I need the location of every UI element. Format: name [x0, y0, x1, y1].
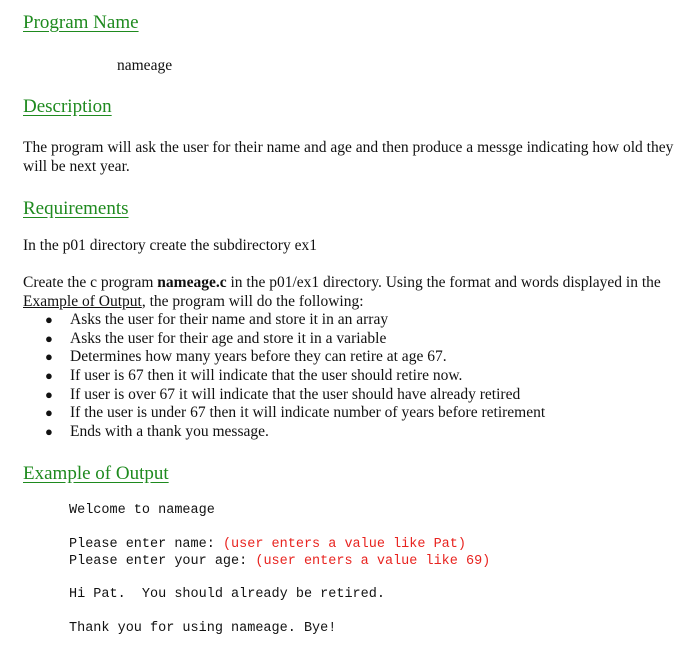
output-result-line: Hi Pat. You should already be retired. — [69, 587, 385, 602]
output-thanks-line: Thank you for using nameage. Bye! — [69, 621, 337, 636]
bullet-icon: ● — [45, 424, 53, 440]
list-item-text: Asks the user for their age and store it in a variable — [70, 329, 387, 347]
list-item-text: If user is 67 then it will indicate that the user should retire now. — [70, 367, 463, 385]
example-of-output-reference: Example of Output — [23, 292, 142, 310]
list-item-text: Determines how many years before they can retire at age 67. — [70, 348, 447, 366]
list-item — [43, 348, 545, 367]
bullet-icon: ● — [45, 330, 53, 346]
bullet-icon: ● — [45, 349, 53, 365]
requirements-heading: Requirements — [23, 198, 129, 219]
requirements-paragraph-part1: Create the c program — [23, 274, 158, 291]
list-item — [43, 330, 545, 349]
output-welcome-line: Welcome to nameage — [69, 503, 215, 518]
requirements-paragraph-part2: in the p01/ex1 directory. Using the format and words displayed in the — [226, 274, 661, 291]
list-item — [43, 423, 545, 442]
list-item — [43, 367, 545, 386]
list-item-text: If the user is under 67 then it will indicate number of years before retirement — [70, 404, 546, 422]
requirements-directory-line: In the p01 directory create the subdirectory ex1 — [23, 237, 317, 254]
bullet-icon: ● — [45, 368, 53, 384]
age-prompt: Please enter your age: — [69, 554, 256, 569]
list-item — [43, 386, 545, 405]
list-item — [43, 311, 545, 330]
program-name-heading: Program Name — [23, 12, 139, 33]
bullet-icon: ● — [45, 312, 53, 327]
requirements-paragraph — [23, 274, 698, 311]
list-item — [43, 404, 545, 423]
bullet-icon: ● — [45, 405, 53, 421]
description-text: The program will ask the user for their name and age and then produce a messge indicating how old they will be next year. — [23, 139, 674, 175]
description-heading: Description — [23, 96, 112, 117]
bullet-icon: ● — [45, 386, 53, 402]
name-prompt: Please enter name: — [69, 537, 223, 552]
output-name-prompt-line — [69, 537, 466, 552]
requirements-paragraph-part3: , the program will do the following: — [141, 292, 364, 310]
program-filename: nameage.c — [157, 274, 227, 291]
output-age-prompt-line — [69, 554, 490, 569]
program-name-value: nameage — [117, 57, 173, 74]
list-item-text: Ends with a thank you message. — [70, 423, 269, 441]
list-item-text: Asks the user for their name and store it in an array — [70, 311, 389, 328]
example-output-heading: Example of Output — [23, 463, 169, 484]
name-input-note: (user enters a value like Pat) — [222, 537, 466, 552]
requirements-bullet-list — [43, 311, 545, 442]
age-input-note: (user enters a value like 69) — [255, 554, 491, 569]
list-item-text: If user is over 67 it will indicate that the user should have already retired — [70, 385, 521, 403]
